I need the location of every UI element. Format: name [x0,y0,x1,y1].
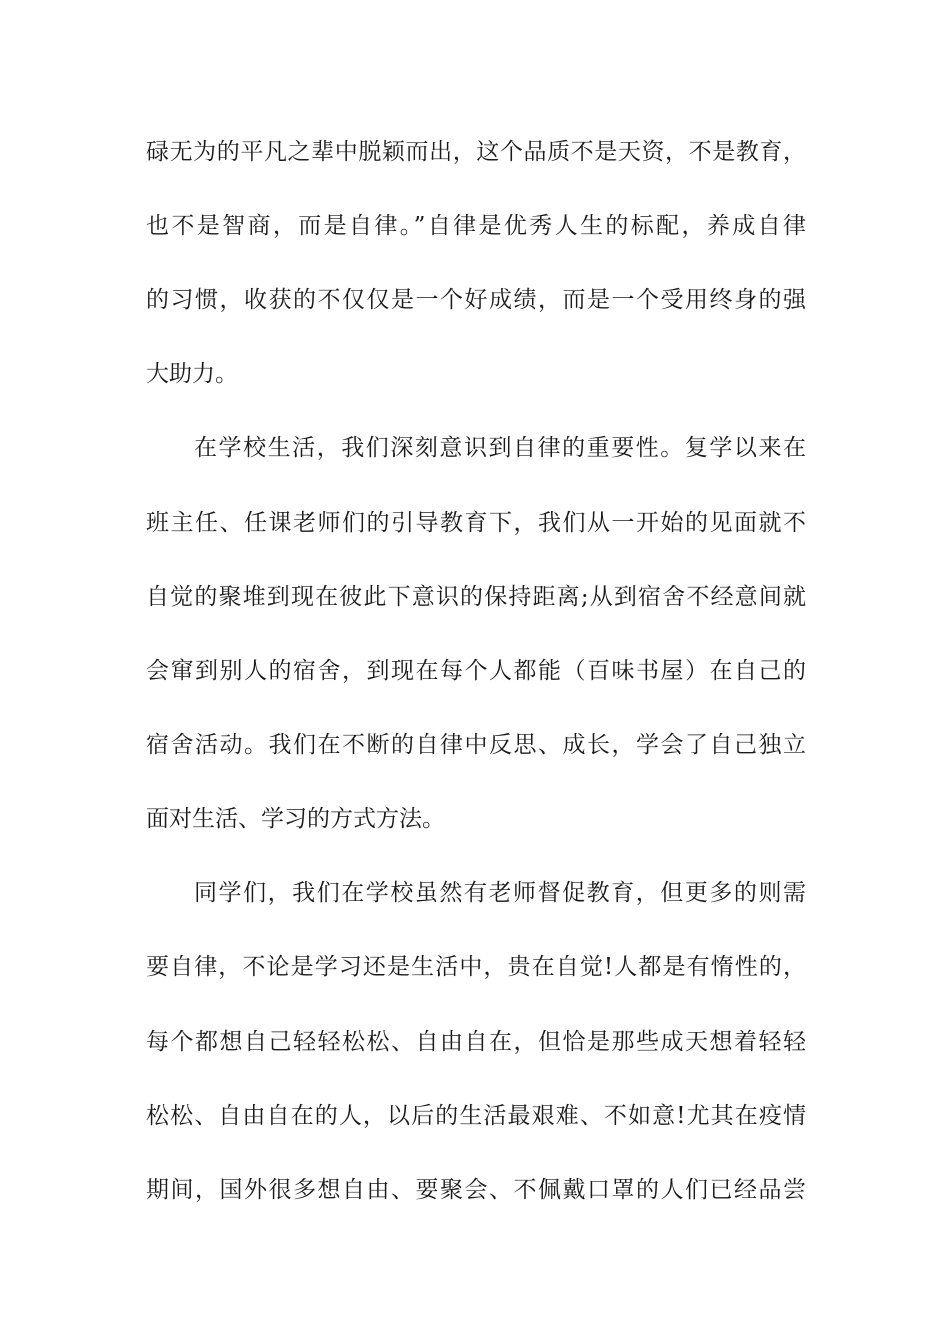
text-line: 松松、自由自在的人，以后的生活最艰难、不如意!尤其在疫情 [146,1103,806,1129]
paragraph-first-line: 在学校生活，我们深刻意识到自律的重要性。复学以来在 [194,435,806,461]
text-line: 的习惯，收获的不仅仅是一个好成绩，而是一个受用终身的强 [146,287,806,313]
text-line: 期间，国外很多想自由、要聚会、不佩戴口罩的人们已经品尝 [146,1177,806,1203]
text-line: 碌无为的平凡之辈中脱颖而出，这个品质不是天资，不是教育， [146,139,806,165]
text-line: 面对生活、学习的方式方法。 [146,806,445,832]
text-line: 大助力。 [146,361,238,387]
text-line: 宿舍活动。我们在不断的自律中反思、成长，学会了自己独立 [146,732,806,758]
text-line: 自觉的聚堆到现在彼此下意识的保持距离;从到宿舍不经意间就 [146,584,806,610]
text-line: 每个都想自己轻轻松松、自由自在，但恰是那些成天想着轻轻 [146,1029,806,1055]
text-line: 会窜到别人的宿舍，到现在每个人都能（百味书屋）在自己的 [146,658,806,684]
text-line: 也不是智商，而是自律。”自律是优秀人生的标配，养成自律 [146,213,806,239]
text-line: 班主任、任课老师们的引导教育下，我们从一开始的见面就不 [146,510,806,536]
paragraph-first-line: 同学们，我们在学校虽然有老师督促教育，但更多的则需 [194,880,806,906]
text-line: 要自律，不论是学习还是生活中，贵在自觉!人都是有惰性的， [146,954,806,980]
